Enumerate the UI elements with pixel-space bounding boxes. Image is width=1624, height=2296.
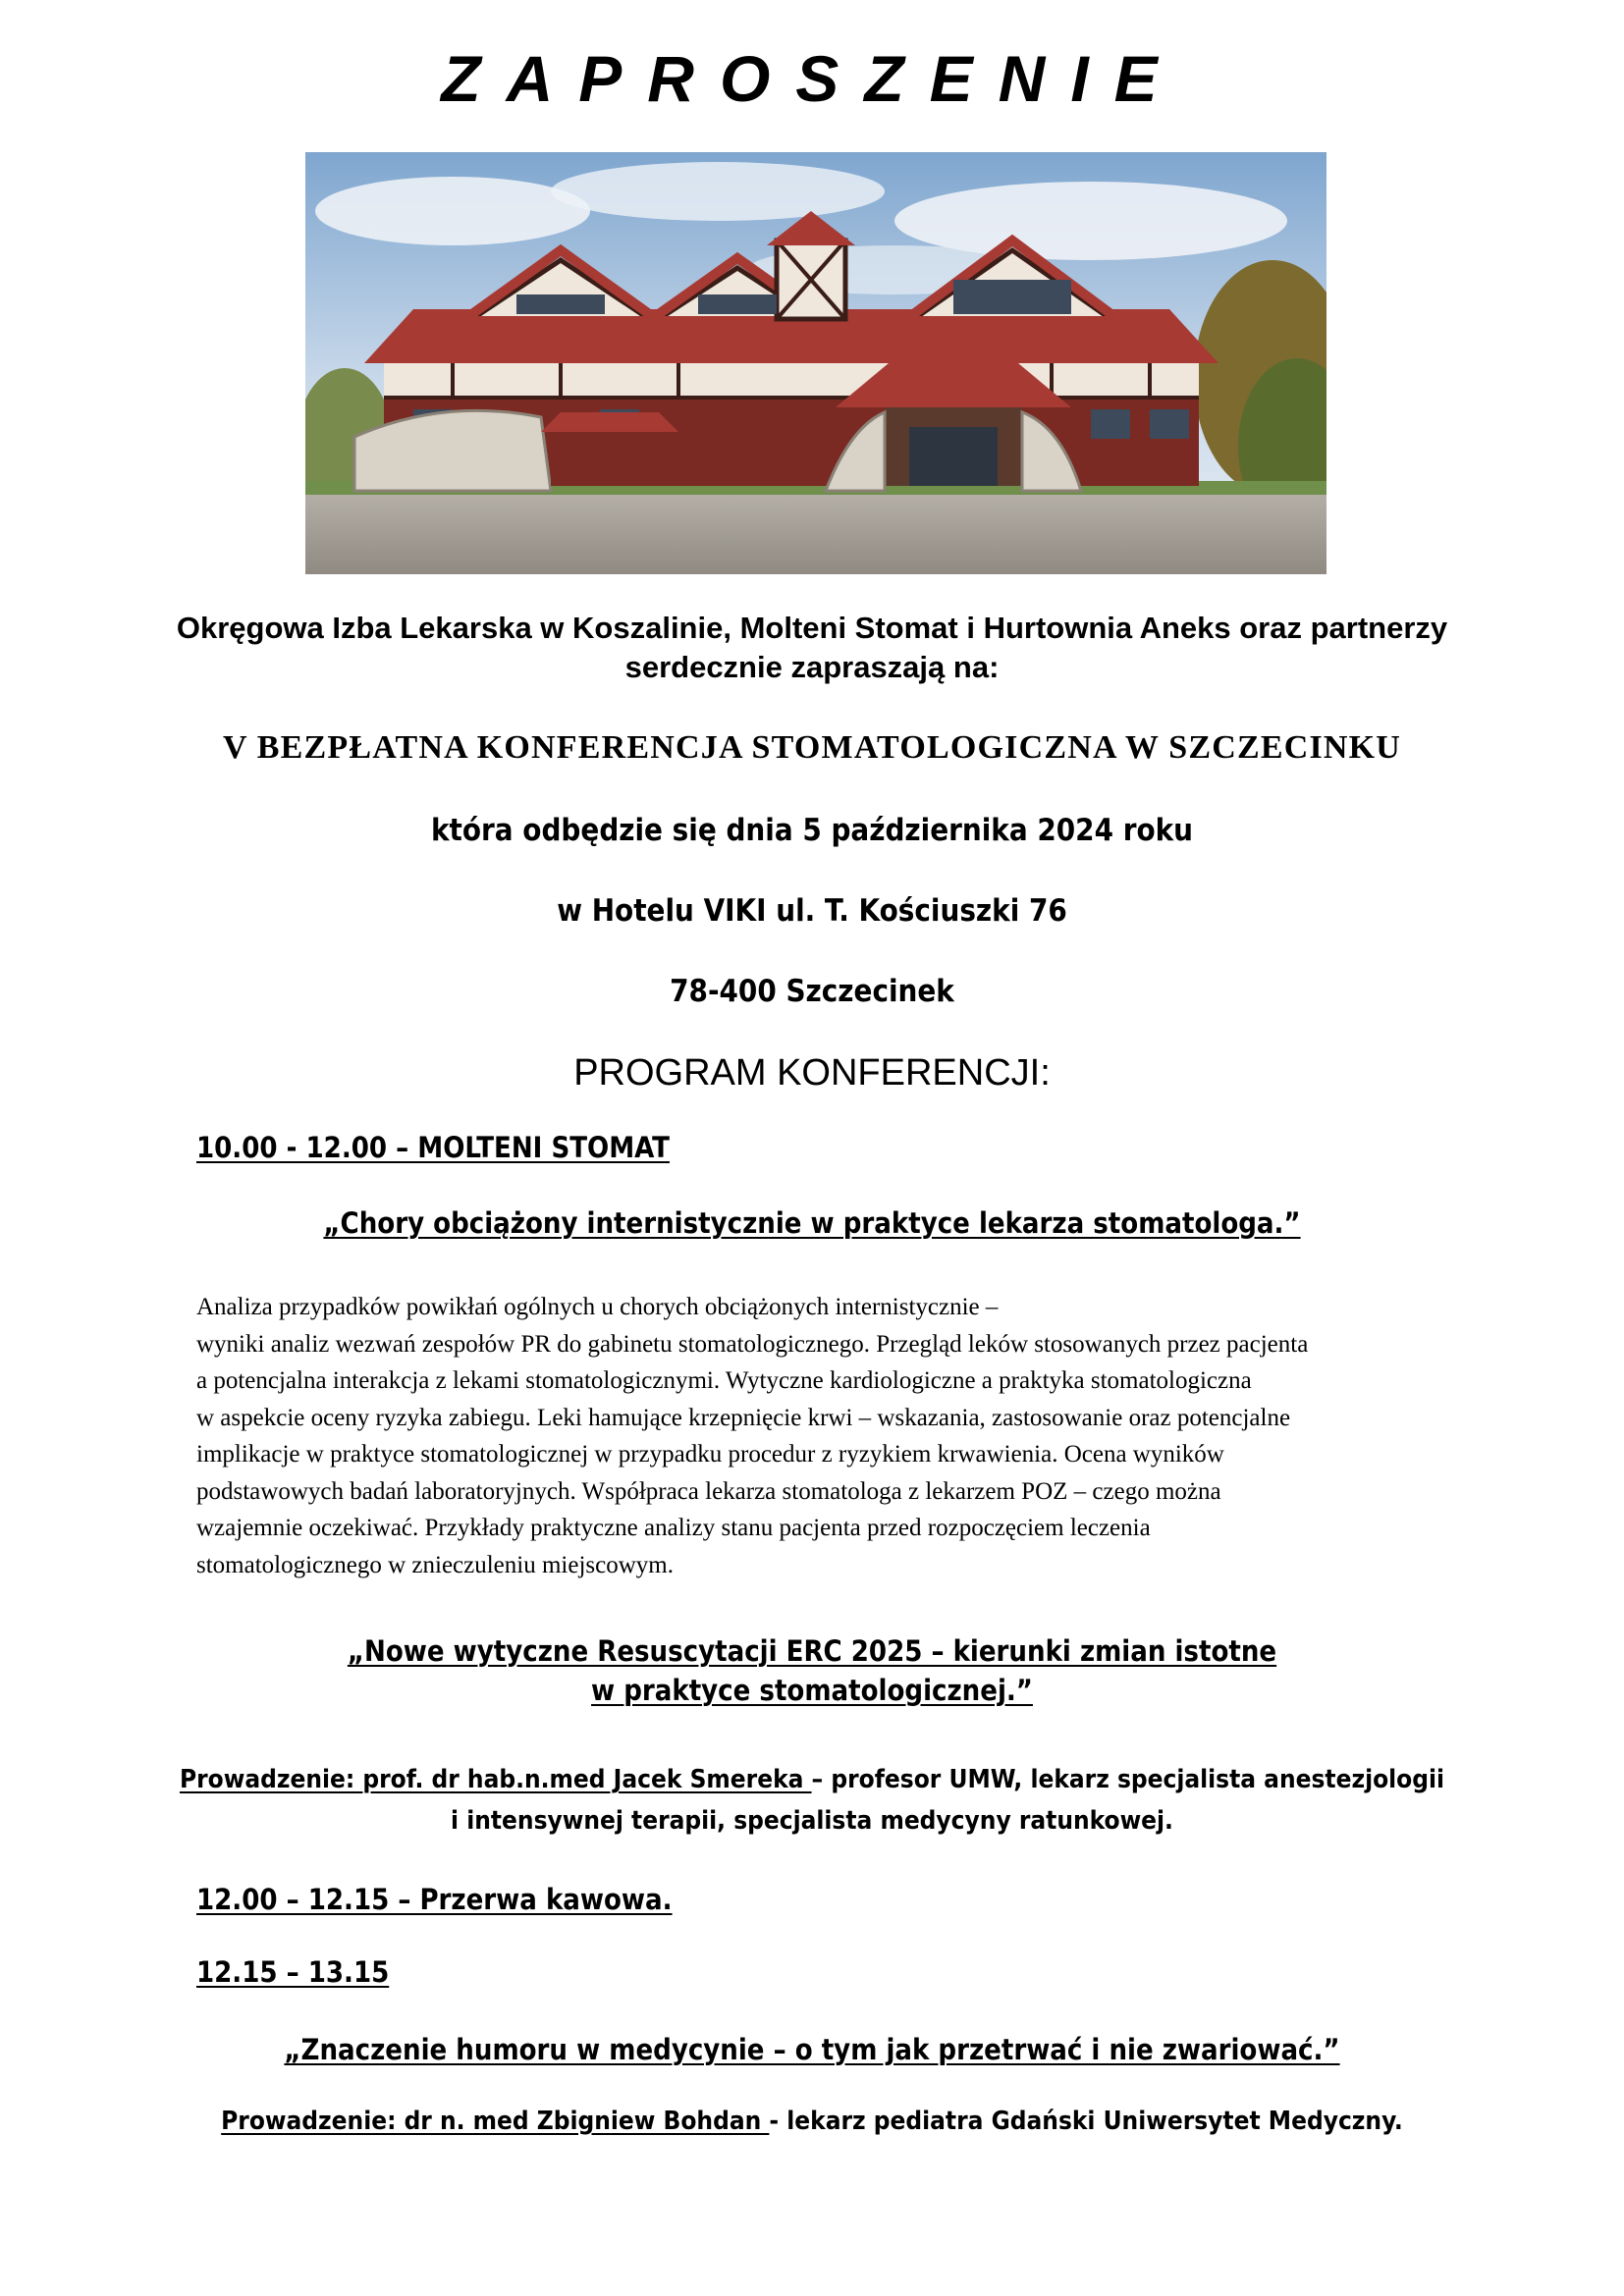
- talk-2-title: [0, 1631, 1624, 1710]
- abstract-line: implikacje w praktyce stomatologicznej w przypadku procedur z ryzykiem krwawienia. Ocena wyników: [196, 1441, 1224, 1468]
- talk-2-speaker-role: – profesor UMW, lekarz specjalista anestezjologii: [811, 1765, 1445, 1794]
- talk-1-title-text: „Chory obciążony internistycznie w praktyce lekarza stomatologa.”: [323, 1206, 1301, 1240]
- talk-2-title-line-1: „Nowe wytyczne Resuscytacji ERC 2025 – kierunki zmian istotne: [347, 1634, 1277, 1668]
- time-slot-coffee-break: 12.00 – 12.15 – Przerwa kawowa.: [196, 1883, 673, 1916]
- abstract-line: stomatologicznego w znieczuleniu miejscowym.: [196, 1551, 674, 1578]
- abstract-line: w aspekcie oceny ryzyka zabiegu. Leki hamujące krzepnięcie krwi – wskazania, zastosowanie oraz potencjalne: [196, 1404, 1291, 1431]
- abstract-line: podstawowych badań laboratoryjnych. Współpraca lekarza stomatologa z lekarzem POZ – czego można: [196, 1477, 1221, 1505]
- organizers-line-2: serdecznie zapraszają na:: [624, 650, 1000, 684]
- talk-2-speaker-role-line-2: i intensywnej terapii, specjalista medycyny ratunkowej.: [451, 1806, 1173, 1836]
- invitation-title: ZAPROSZENIE: [441, 42, 1183, 115]
- talk-2-title-line-2: w praktyce stomatologicznej.”: [591, 1674, 1033, 1707]
- talk-3-title: [0, 2030, 1624, 2069]
- talk-3-speaker: [0, 2101, 1624, 2142]
- abstract-line: wzajemnie oczekiwać. Przykłady praktyczne analizy stanu pacjenta przed rozpoczęciem leczenia: [196, 1515, 1151, 1541]
- organizers-line-1: Okręgowa Izba Lekarska w Koszalinie, Molteni Stomat i Hurtownia Aneks oraz partnerzy: [176, 611, 1448, 645]
- talk-1-title: [0, 1203, 1624, 1243]
- time-slot-1: 10.00 - 12.00 – MOLTENI STOMAT: [196, 1131, 670, 1164]
- talk-3-speaker-name: Prowadzenie: dr n. med Zbigniew Bohdan: [221, 2107, 770, 2136]
- talk-1-abstract: [196, 1289, 1512, 1583]
- conference-title: V BEZPŁATNA KONFERENCJA STOMATOLOGICZNA W SZCZECINKU: [222, 729, 1402, 766]
- time-slot-3: 12.15 – 13.15: [196, 1955, 390, 1989]
- talk-2-speaker: [0, 1759, 1624, 1842]
- conference-date: która odbędzie się dnia 5 października 2024 roku: [430, 813, 1194, 848]
- talk-3-speaker-role: - lekarz pediatra Gdański Uniwersytet Medyczny.: [769, 2107, 1403, 2136]
- abstract-line: wyniki analiz wezwań zespołów PR do gabinetu stomatologicznego. Przegląd leków stosowanych przez pacjenta: [196, 1330, 1309, 1358]
- conference-city: 78-400 Szczecinek: [670, 974, 954, 1009]
- abstract-line: a potencjalna interakcja z lekami stomatologicznymi. Wytyczne kardiologiczne a praktyka stomatologiczna: [196, 1367, 1252, 1394]
- abstract-line: Analiza przypadków powikłań ogólnych u chorych obciążonych internistycznie –: [196, 1294, 999, 1320]
- conference-venue: w Hotelu VIKI ul. T. Kościuszki 76: [557, 893, 1067, 929]
- hotel-photo: [305, 152, 1326, 574]
- program-heading: PROGRAM KONFERENCJI:: [573, 1052, 1051, 1094]
- organizers-text: [0, 609, 1624, 687]
- talk-3-title-text: „Znaczenie humoru w medycynie – o tym jak przetrwać i nie zwariować.”: [284, 2033, 1340, 2066]
- talk-2-speaker-name: Prowadzenie: prof. dr hab.n.med Jacek Smereka: [179, 1765, 812, 1794]
